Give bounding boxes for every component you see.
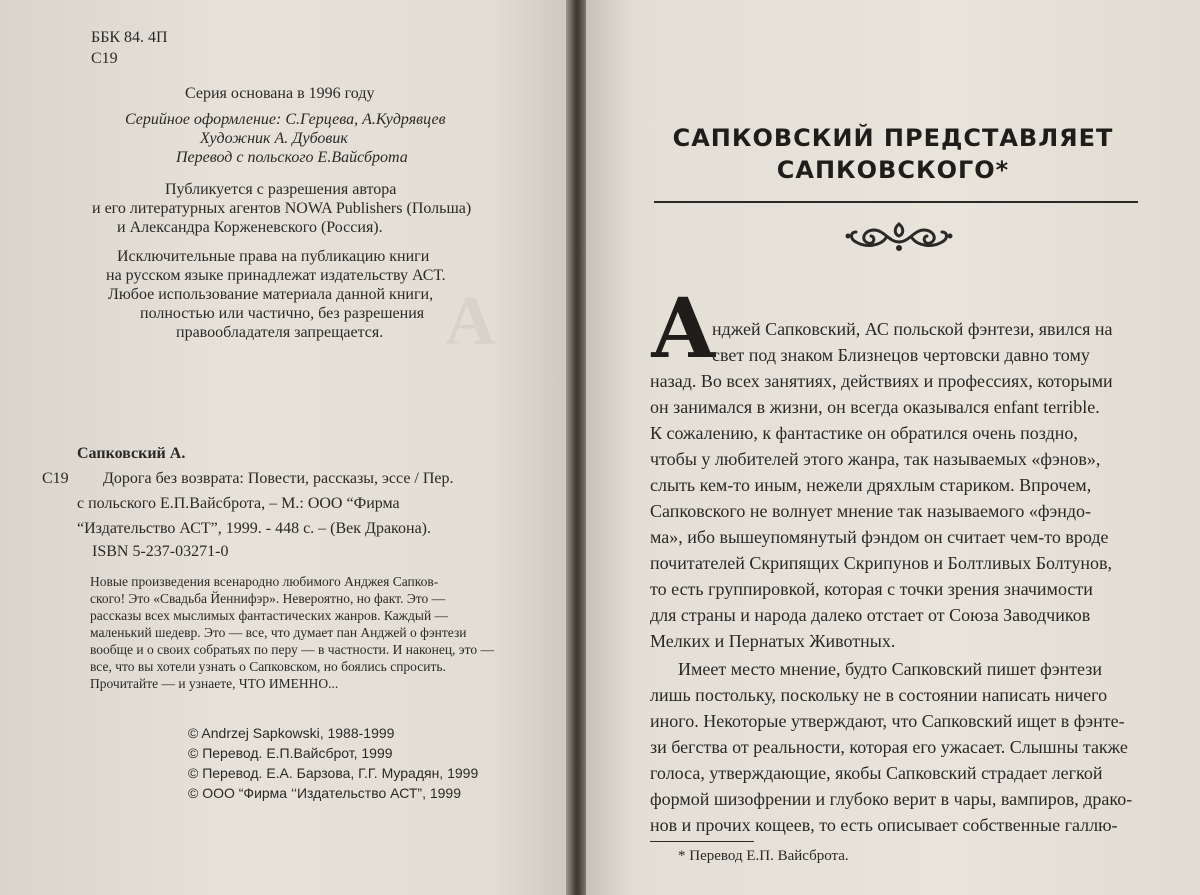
annotation-line-5: вообще и о своих собратьях по перу — в частности. И наконец, это — [90,642,494,657]
body-line: Мелких и Пернатых Животных. [650,631,896,651]
credit-artist: Художник А. Дубовик [200,130,348,147]
copyright-line-2: © Перевод. Е.П.Вайсброт, 1999 [188,745,393,761]
body-line: назад. Во всех занятиях, действиях и профессиях, которыми [650,371,1113,391]
bib-line-1: Дорога без возврата: Повести, рассказы, эссе / Пер. [103,470,454,487]
body-line: свет под знаком Близнецов чертовски давно тому [712,345,1090,365]
annotation-line-6: все, что вы хотели узнать о Сапковском, но боялись спросить. [90,659,446,674]
bib-line-3: “Издательство АСТ”, 1999. - 448 с. – (Век Дракона). [77,520,432,537]
body-line: то есть группировкой, которая с точки зрения значимости [650,579,1093,599]
title-rule [654,201,1138,203]
credit-design: Серийное оформление: С.Герцева, А.Кудрявцев [125,111,446,128]
rights-line-2: на русском языке принадлежат издательству АСТ. [106,267,446,284]
isbn: ISBN 5-237-03271-0 [92,543,229,560]
body-line: чтобы у любителей этого жанра, так называемых «фэнов», [650,449,1101,469]
body-line: лишь постольку, поскольку не в состоянии написать ничего [650,685,1108,705]
body-line: для страны и народа далеко отстает от Союза Заводчиков [650,605,1091,625]
rights-line-5: правообладателя запрещается. [176,324,384,341]
body-line: Имеет место мнение, будто Сапковский пишет фэнтези [678,659,1103,679]
right-page [586,0,1200,895]
left-page [0,0,578,895]
body-line: К сожалению, к фантастике он обратился очень поздно, [650,423,1078,443]
publisher-stamp-watermark: A [445,283,496,360]
annotation-line-7: Прочитайте — и узнаете, ЧТО ИМЕННО... [90,676,339,691]
copyright-line-3: © Перевод. Е.А. Барзова, Г.Г. Мурадян, 1999 [188,765,479,781]
footnote: * Перевод Е.П. Вайсброта. [678,848,849,864]
annotation-line-3: рассказы всех мыслимых фантастических жанров. Каждый — [90,608,449,623]
permission-line-1: Публикуется с разрешения автора [165,181,397,198]
body-line: формой шизофрении и глубоко верит в чары, вампиров, драко- [650,789,1133,809]
footnote-rule [650,841,754,842]
permission-line-3: и Александра Корженевского (Россия). [117,219,383,236]
chapter-title-line-2: САПКОВСКОГО* [776,156,1010,184]
body-line: голоса, утверждающие, якобы Сапковский страдает легкой [650,763,1103,783]
annotation-line-4: маленький шедевр. Это — все, что думает пан Анджей о фэнтези [90,625,467,640]
annotation-line-1: Новые произведения всенародно любимого Анджея Сапков- [90,574,439,589]
bbk-code: ББК 84. 4П [91,29,168,46]
annotation-line-2: ского! Это «Свадьба Йеннифэр». Невероятно, но факт. Это — [90,591,446,606]
book-gutter [566,0,588,895]
catalog-code-bib: С19 [42,470,69,487]
body-line: он занимался в жизни, он всегда оказывался enfant terrible. [650,397,1100,417]
body-line: почитателей Скрипящих Скрипунов и Болтливых Болтунов, [650,553,1113,573]
rights-line-1: Исключительные права на публикацию книги [117,248,430,265]
body-line: слыть кем-то иным, нежели дряхлым стариком. Впрочем, [650,475,1092,495]
copyright-line-1: © Andrzej Sapkowski, 1988-1999 [188,725,395,741]
catalog-code-top: С19 [91,50,118,67]
copyright-line-4: © ООО “Фирма ‘‘Издательство АСТ”, 1999 [188,785,461,801]
ornament-icon [844,212,954,256]
permission-line-2: и его литературных агентов NOWA Publishers (Польша) [92,200,472,217]
rights-line-3: Любое использование материала данной книги, [108,286,434,303]
credit-translation: Перевод с польского Е.Вайсброта [176,149,408,166]
body-line: нджей Сапковский, АС польской фэнтези, явился на [712,319,1113,339]
chapter-title-line-1: САПКОВСКИЙ ПРЕДСТАВЛЯЕТ [672,124,1114,152]
body-line: зи бегства от реальности, которая его ужасает. Слышны также [650,737,1128,757]
body-line: Сапковского не волнует мнение так называемого «фэндо- [650,501,1092,521]
body-line: ма», ибо вышеупомянутый фэндом он считает чем-то вроде [650,527,1109,547]
body-line: иного. Некоторые утверждают, что Сапковский ищет в фэнте- [650,711,1125,731]
drop-cap: А [650,281,717,377]
rights-line-4: полностью или частично, без разрешения [140,305,425,322]
bib-author: Сапковский А. [77,445,186,462]
series-founded: Серия основана в 1996 году [185,85,375,102]
body-line: нов и прочих кощеев, то есть описывает собственные галлю- [650,815,1118,835]
bib-line-2: с польского Е.П.Вайсброта, – М.: ООО “Фирма [77,495,400,512]
